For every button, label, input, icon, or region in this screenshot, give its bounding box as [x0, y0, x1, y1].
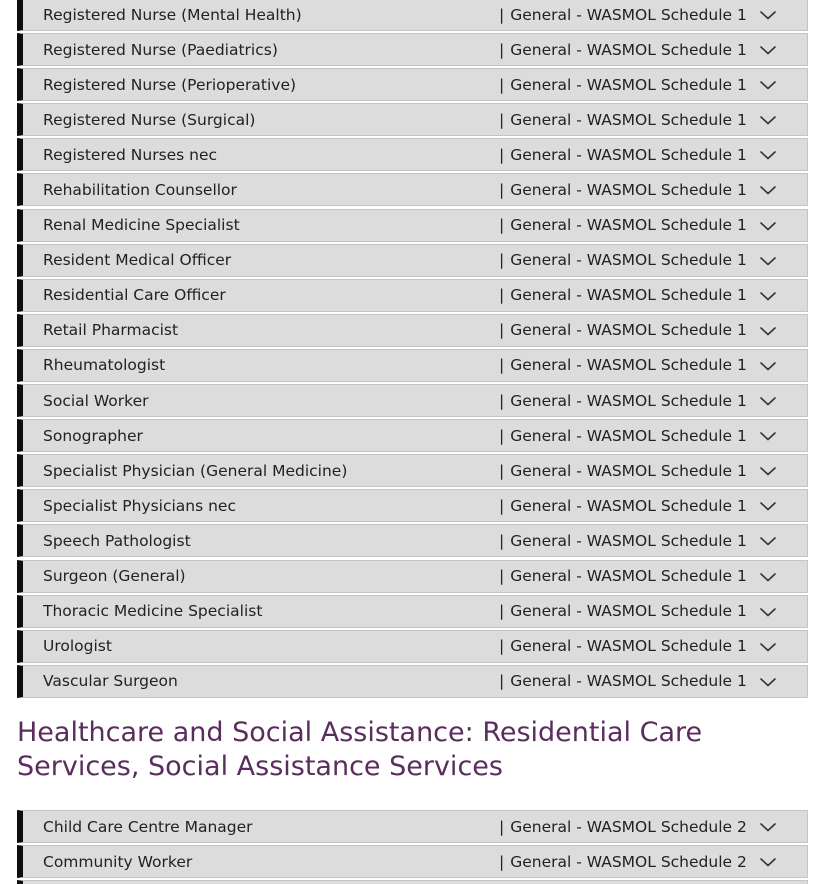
occupation-name: Specialist Physicians nec: [43, 496, 236, 515]
chevron-down-icon[interactable]: [759, 603, 777, 621]
occupation-schedule: [499, 321, 747, 339]
separator: |: [499, 426, 505, 445]
occupation-name: Community Worker: [43, 852, 193, 871]
occupation-name: Child Care Centre Manager: [43, 817, 253, 836]
chevron-down-icon[interactable]: [759, 76, 777, 94]
occupation-row[interactable]: [17, 279, 808, 312]
separator: |: [499, 356, 505, 375]
schedule-text: General - WASMOL Schedule 1: [510, 75, 747, 94]
occupation-name: Specialist Physician (General Medicine): [43, 461, 348, 480]
occupation-schedule: [499, 356, 747, 374]
occupation-row[interactable]: [17, 630, 808, 663]
occupation-schedule: [499, 818, 747, 836]
occupation-schedule: [499, 146, 747, 164]
occupation-row[interactable]: [17, 595, 808, 628]
occupation-row[interactable]: [17, 103, 808, 136]
occupation-row[interactable]: [17, 384, 808, 417]
occupation-schedule: [499, 497, 747, 515]
separator: |: [499, 251, 505, 270]
occupation-row[interactable]: [17, 560, 808, 593]
occupation-row[interactable]: [17, 314, 808, 347]
chevron-down-icon[interactable]: [759, 497, 777, 515]
chevron-down-icon[interactable]: [759, 181, 777, 199]
chevron-down-icon[interactable]: [759, 568, 777, 586]
separator: |: [499, 852, 505, 871]
schedule-text: General - WASMOL Schedule 2: [510, 852, 747, 871]
chevron-down-icon[interactable]: [759, 322, 777, 340]
occupation-row[interactable]: [17, 454, 808, 487]
occupation-schedule: [499, 462, 747, 480]
occupation-schedule: [499, 427, 747, 445]
separator: |: [499, 391, 505, 410]
occupation-row[interactable]: [17, 33, 808, 66]
schedule-text: General - WASMOL Schedule 1: [510, 672, 747, 691]
occupation-name: Registered Nurse (Surgical): [43, 110, 256, 129]
chevron-down-icon[interactable]: [759, 287, 777, 305]
occupation-schedule: [499, 6, 747, 24]
occupation-name: Resident Medical Officer: [43, 251, 232, 270]
occupation-schedule: [499, 216, 747, 234]
occupation-name: Retail Pharmacist: [43, 321, 179, 340]
occupation-name: Social Worker: [43, 391, 149, 410]
schedule-text: General - WASMOL Schedule 1: [510, 145, 747, 164]
separator: |: [499, 567, 505, 585]
separator: |: [499, 216, 505, 235]
occupation-schedule: [499, 41, 747, 59]
occupation-row[interactable]: [17, 810, 808, 843]
occupation-schedule: [499, 181, 747, 199]
chevron-down-icon[interactable]: [759, 462, 777, 480]
schedule-text: General - WASMOL Schedule 1: [510, 496, 747, 515]
separator: |: [499, 145, 505, 164]
separator: |: [499, 180, 505, 199]
occupation-name: Sonographer: [43, 426, 143, 445]
occupation-name: Thoracic Medicine Specialist: [43, 602, 263, 621]
occupation-row[interactable]: [17, 173, 808, 206]
schedule-text: General - WASMOL Schedule 1: [510, 426, 747, 445]
schedule-text: General - WASMOL Schedule 1: [510, 180, 747, 199]
occupation-row[interactable]: [17, 845, 808, 878]
chevron-down-icon[interactable]: [759, 673, 777, 691]
chevron-down-icon[interactable]: [759, 357, 777, 375]
schedule-text: General - WASMOL Schedule 1: [510, 567, 747, 585]
schedule-text: General - WASMOL Schedule 1: [510, 637, 747, 656]
schedule-text: General - WASMOL Schedule 1: [510, 602, 747, 621]
schedule-text: General - WASMOL Schedule 1: [510, 461, 747, 480]
chevron-down-icon[interactable]: [759, 427, 777, 445]
occupation-schedule: [499, 392, 747, 410]
separator: |: [499, 637, 505, 656]
occupation-schedule: [499, 111, 747, 129]
chevron-down-icon[interactable]: [759, 638, 777, 656]
occupation-name: Registered Nurse (Mental Health): [43, 5, 302, 24]
schedule-text: General - WASMOL Schedule 1: [510, 216, 747, 235]
chevron-down-icon[interactable]: [759, 6, 777, 24]
occupation-name: Rehabilitation Counsellor: [43, 180, 237, 199]
separator: |: [499, 461, 505, 480]
occupation-row[interactable]: [17, 68, 808, 101]
separator: |: [499, 5, 505, 24]
occupation-row[interactable]: [17, 665, 808, 698]
occupation-name: Registered Nurse (Paediatrics): [43, 40, 278, 59]
section-heading: Healthcare and Social Assistance: Residential Care Services, Social Assistance Services: [17, 717, 703, 782]
chevron-down-icon[interactable]: [759, 41, 777, 59]
occupation-name: Registered Nurse (Perioperative): [43, 75, 297, 94]
chevron-down-icon[interactable]: [759, 146, 777, 164]
chevron-down-icon[interactable]: [759, 252, 777, 270]
separator: |: [499, 672, 505, 691]
schedule-text: General - WASMOL Schedule 2: [510, 817, 747, 836]
occupation-row[interactable]: [17, 209, 808, 242]
chevron-down-icon[interactable]: [759, 853, 777, 871]
occupation-row[interactable]: [17, 138, 808, 171]
occupation-list: [17, 0, 808, 700]
occupation-row[interactable]: [17, 524, 808, 557]
occupation-row[interactable]: [17, 419, 808, 452]
occupation-name: Registered Nurses nec: [43, 145, 218, 164]
occupation-list-social-assistance: [17, 810, 808, 884]
schedule-text: General - WASMOL Schedule 1: [510, 356, 747, 375]
occupation-name: Surgeon (General): [43, 567, 186, 585]
schedule-text: General - WASMOL Schedule 1: [510, 5, 747, 24]
separator: |: [499, 286, 505, 305]
separator: |: [499, 817, 505, 836]
schedule-text: General - WASMOL Schedule 1: [510, 110, 747, 129]
schedule-text: General - WASMOL Schedule 1: [510, 321, 747, 340]
separator: |: [499, 110, 505, 129]
chevron-down-icon[interactable]: [759, 217, 777, 235]
occupation-name: Urologist: [43, 637, 112, 656]
occupation-schedule: [499, 637, 747, 655]
separator: |: [499, 40, 505, 59]
chevron-down-icon[interactable]: [759, 392, 777, 410]
separator: |: [499, 602, 505, 621]
occupation-name: Speech Pathologist: [43, 531, 191, 550]
occupation-row[interactable]: [17, 0, 808, 31]
schedule-text: General - WASMOL Schedule 1: [510, 40, 747, 59]
schedule-text: General - WASMOL Schedule 1: [510, 286, 747, 305]
occupation-schedule: [499, 76, 747, 94]
schedule-text: General - WASMOL Schedule 1: [510, 531, 747, 550]
occupation-name: Renal Medicine Specialist: [43, 216, 240, 235]
chevron-down-icon[interactable]: [759, 111, 777, 129]
occupation-row[interactable]: [17, 244, 808, 277]
schedule-text: General - WASMOL Schedule 1: [510, 251, 747, 270]
separator: |: [499, 531, 505, 550]
occupation-name: Rheumatologist: [43, 356, 166, 375]
occupation-schedule: [499, 532, 747, 550]
chevron-down-icon[interactable]: [759, 532, 777, 550]
occupation-schedule: [499, 672, 747, 690]
separator: |: [499, 496, 505, 515]
occupation-schedule: [499, 602, 747, 620]
occupation-row[interactable]: [17, 489, 808, 522]
occupation-schedule: [499, 286, 747, 304]
occupation-row[interactable]: [17, 349, 808, 382]
separator: |: [499, 75, 505, 94]
separator: |: [499, 321, 505, 340]
occupation-schedule: [499, 567, 747, 585]
occupation-schedule: [499, 251, 747, 269]
chevron-down-icon[interactable]: [759, 818, 777, 836]
occupation-row[interactable]: [17, 880, 808, 884]
occupation-name: Residential Care Officer: [43, 286, 226, 305]
occupation-schedule: [499, 853, 747, 871]
occupation-name: Vascular Surgeon: [43, 672, 178, 691]
schedule-text: General - WASMOL Schedule 1: [510, 391, 747, 410]
